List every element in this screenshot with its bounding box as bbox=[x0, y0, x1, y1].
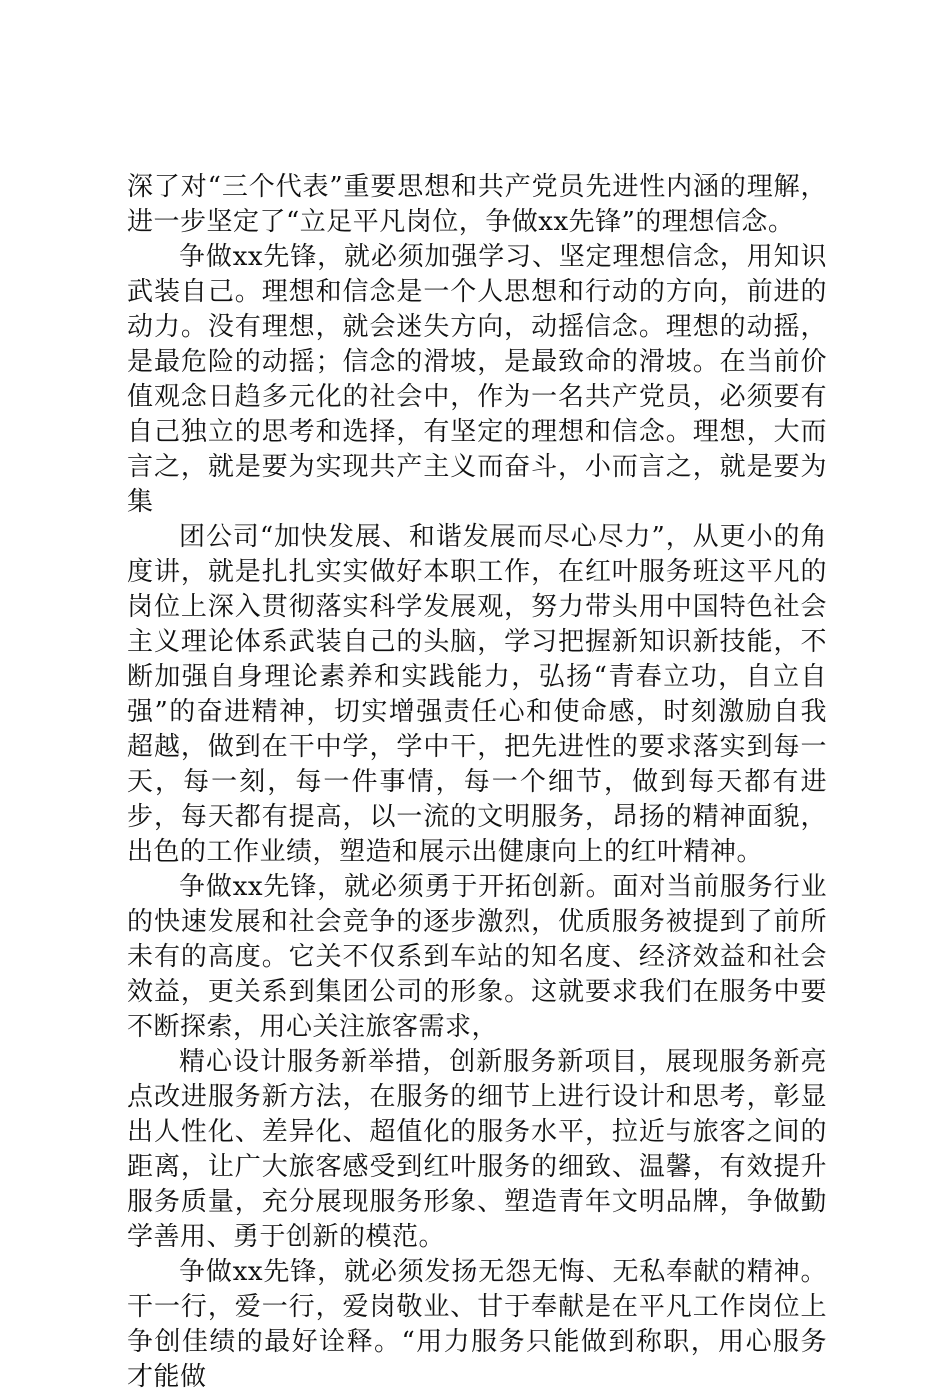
paragraph-3: 团公司“加快发展、和谐发展而尽心尽力”，从更小的角度讲，就是扎扎实实做好本职工作，在红叶服务班这平凡的岗位上深入贯彻落实科学发展观，努力带头用中国特色社会主义理论体系武装自己的头脑，学习把握新知识新技能，不断加强自身理论素养和实践能力，弘扬“青春立功，自立自强”的奋进精神，切实增强责任心和使命感，时刻激励自我超越，做到在干中学，学中干，把先进性的要求落实到每一天，每一刻，每一件事情，每一个细节，做到每天都有进步，每天都有提高，以一流的文明服务，昂扬的精神面貌，出色的工作业绩，塑造和展示出健康向上的红叶精神。 bbox=[127, 522, 827, 867]
paragraph-6: 争做xx先锋，就必须发扬无怨无悔、无私奉献的精神。干一行，爱一行，爱岗敬业、甘于奉献是在平凡工作岗位上争创佳绩的最好诠释。“用力服务只能做到称职，用心服务才能做 bbox=[127, 1257, 827, 1392]
paragraph-4: 争做xx先锋，就必须勇于开拓创新。面对当前服务行业的快速发展和社会竞争的逐步激烈，优质服务被提到了前所未有的高度。它关不仅系到车站的知名度、经济效益和社会效益，更关系到集团公司的形象。这就要求我们在服务中要不断探索，用心关注旅客需求， bbox=[127, 872, 827, 1042]
paragraph-5: 精心设计服务新举措，创新服务新项目，展现服务新亮点改进服务新方法，在服务的细节上进行设计和思考，彰显出人性化、差异化、超值化的服务水平，拉近与旅客之间的距离，让广大旅客感受到红叶服务的细致、温馨，有效提升服务质量，充分展现服务形象、塑造青年文明品牌，争做勤学善用、勇于创新的模范。 bbox=[127, 1047, 827, 1252]
paragraph-1: 深了对“三个代表”重要思想和共产党员先进性内涵的理解，进一步坚定了“立足平凡岗位，争做xx先锋”的理想信念。 bbox=[127, 172, 827, 237]
document-body bbox=[127, 170, 827, 1395]
paragraph-2: 争做xx先锋，就必须加强学习、坚定理想信念，用知识武装自己。理想和信念是一个人思想和行动的方向，前进的动力。没有理想，就会迷失方向，动摇信念。理想的动摇，是最危险的动摇；信念的滑坡，是最致命的滑坡。在当前价值观念日趋多元化的社会中，作为一名共产党员，必须要有自己独立的思考和选择，有坚定的理想和信念。理想，大而言之，就是要为实现共产主义而奋斗，小而言之，就是要为集 bbox=[127, 242, 827, 517]
